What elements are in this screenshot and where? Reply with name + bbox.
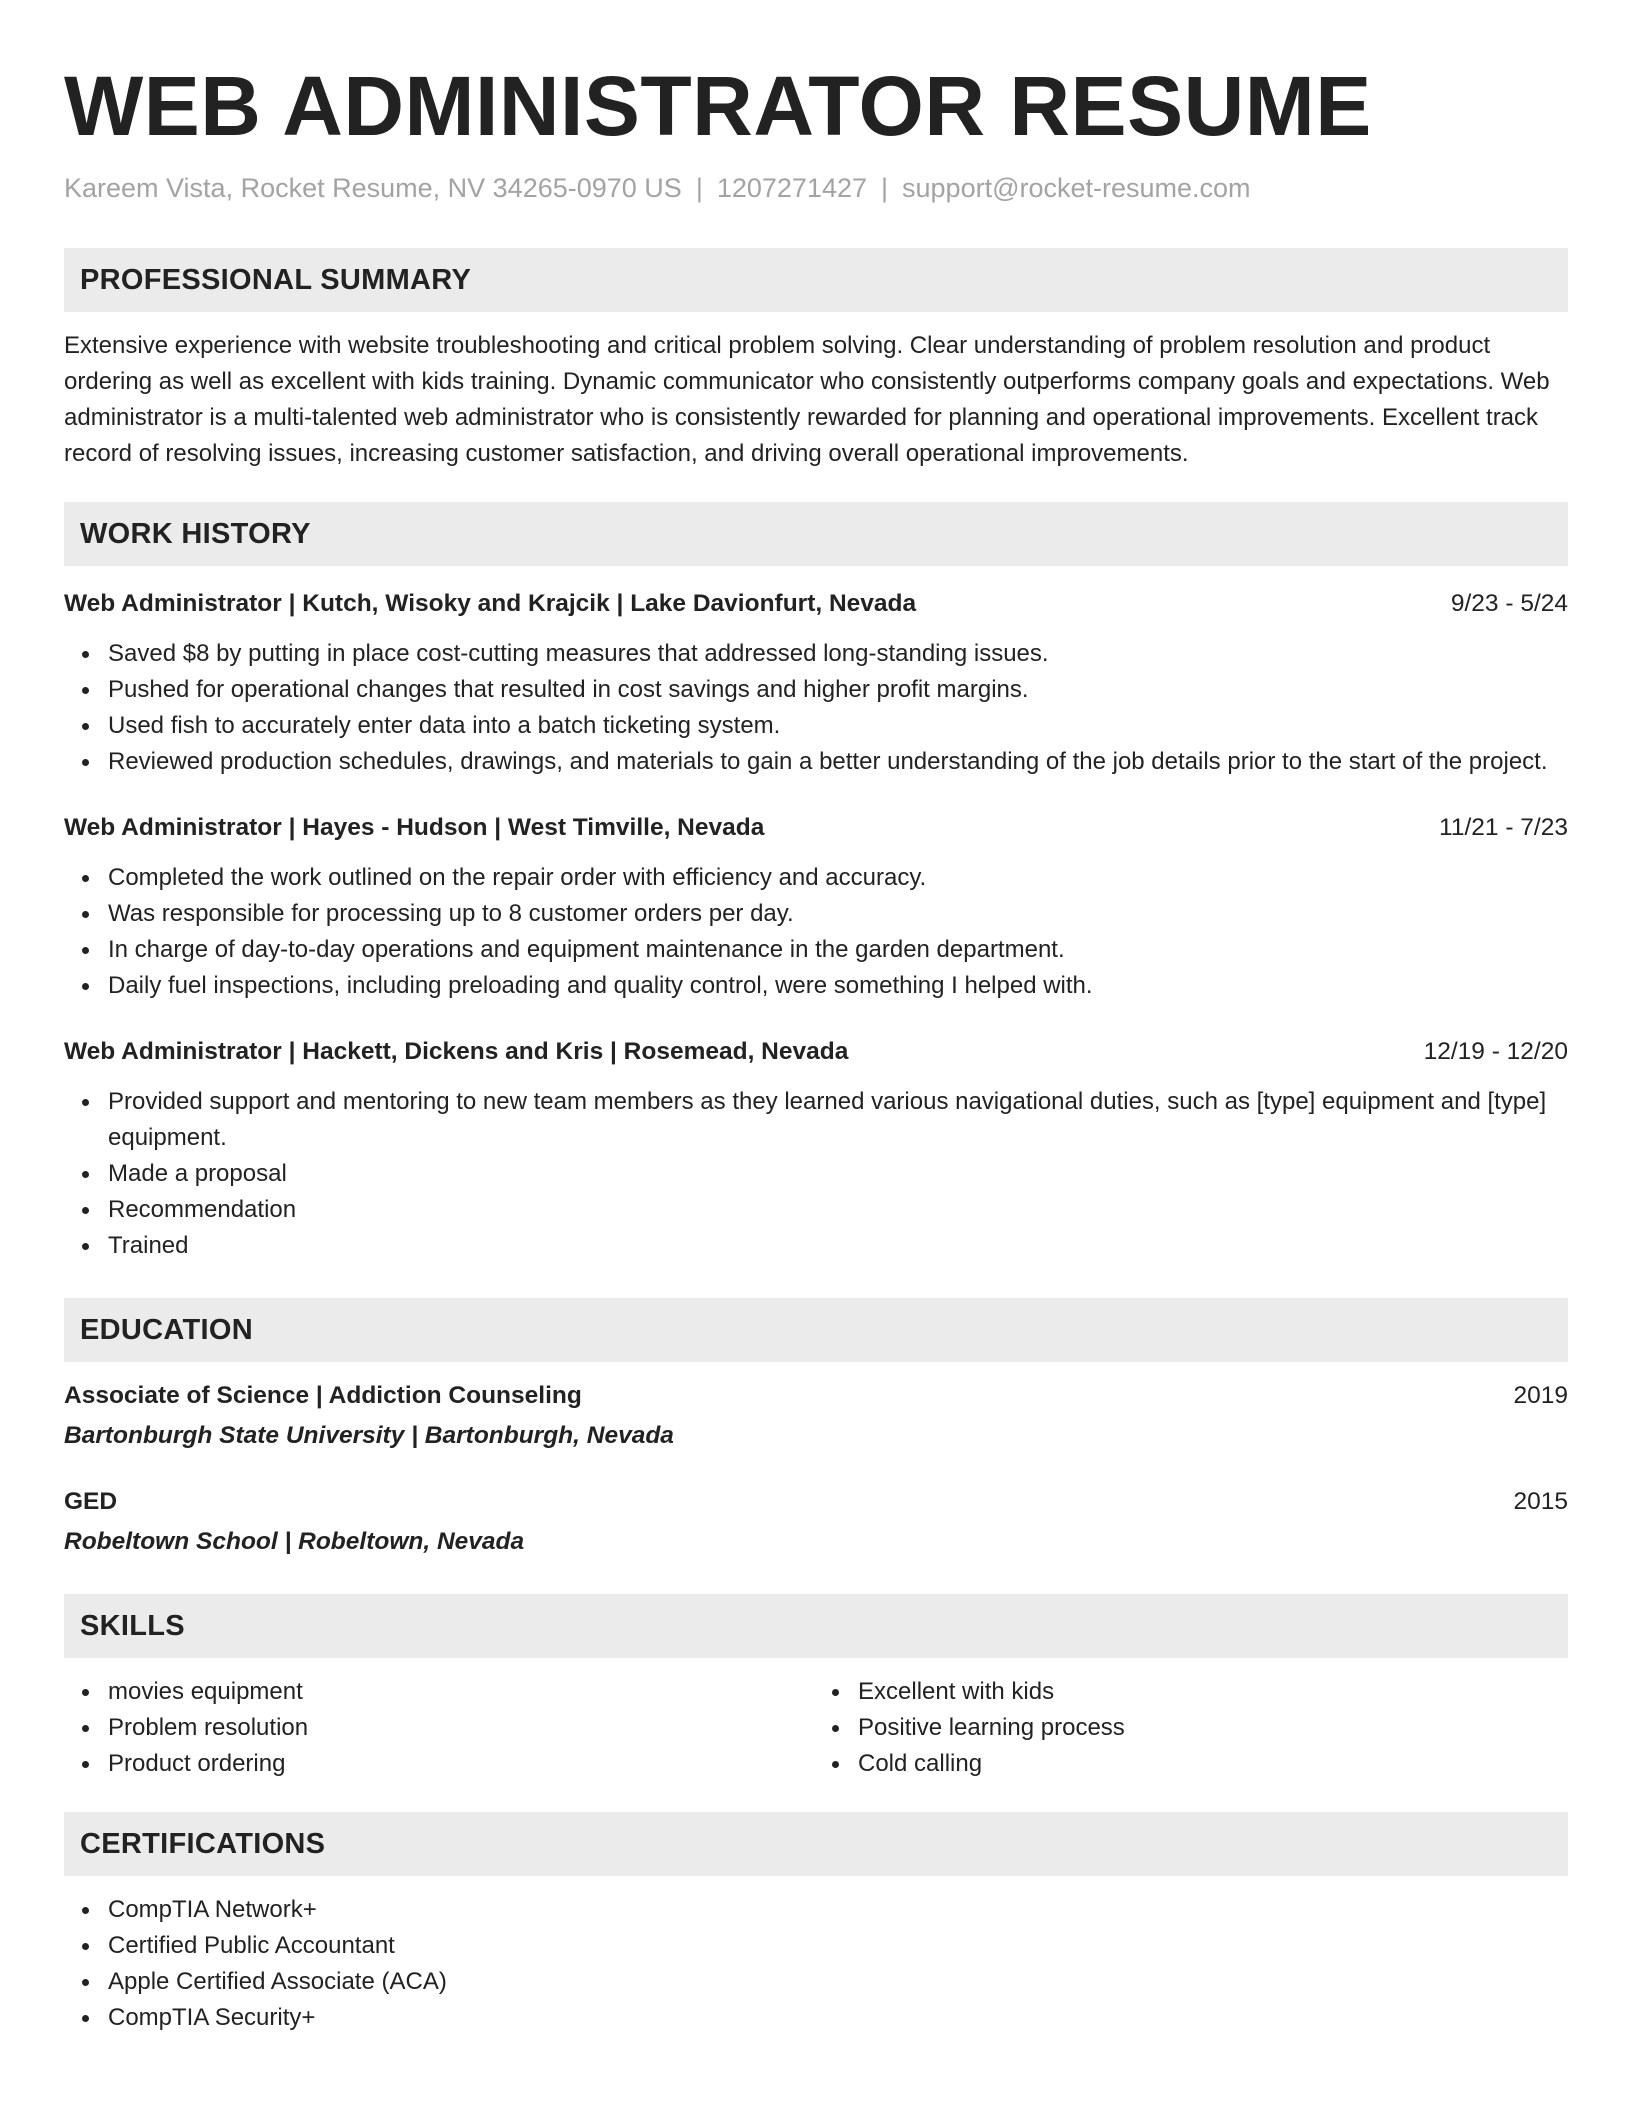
job-bullets xyxy=(64,636,1568,780)
list-item: Completed the work outlined on the repair order with efficiency and accuracy. xyxy=(108,860,1568,896)
job-entry xyxy=(64,810,1568,1004)
resume-title: WEB ADMINISTRATOR RESUME xyxy=(64,59,1372,153)
list-item: Used fish to accurately enter data into a batch ticketing system. xyxy=(108,708,1568,744)
list-item: CompTIA Security+ xyxy=(108,2000,1568,2036)
list-item: Recommendation xyxy=(108,1192,1568,1228)
education-section xyxy=(64,1298,1568,1560)
skills-section xyxy=(64,1594,1568,1782)
job-dates: 11/21 - 7/23 xyxy=(1439,814,1568,841)
education-entry xyxy=(64,1378,1568,1454)
list-item: Apple Certified Associate (ACA) xyxy=(108,1964,1568,2000)
summary-heading: PROFESSIONAL SUMMARY xyxy=(64,248,1568,312)
certifications-section xyxy=(64,1812,1568,2036)
job-bullets xyxy=(64,1084,1568,1264)
summary-section xyxy=(64,248,1568,472)
education-school: Bartonburgh State University | Bartonburgh, Nevada xyxy=(64,1422,674,1449)
list-item: Daily fuel inspections, including preloading and quality control, were something I helped with. xyxy=(108,968,1568,1004)
skills-list-left xyxy=(64,1674,818,1782)
list-item: Was responsible for processing up to 8 customer orders per day. xyxy=(108,896,1568,932)
education-year: 2015 xyxy=(1513,1488,1568,1515)
certifications-list xyxy=(64,1892,1568,2036)
contact-phone: 1207271427 xyxy=(716,173,867,203)
skills-list-right xyxy=(818,1674,1568,1782)
education-degree: Associate of Science | Addiction Counseling xyxy=(64,1382,582,1409)
work-history-heading: WORK HISTORY xyxy=(64,502,1568,566)
skills-heading: SKILLS xyxy=(64,1594,1568,1658)
list-item: Excellent with kids xyxy=(858,1674,1568,1710)
job-bullets xyxy=(64,860,1568,1004)
list-item: Pushed for operational changes that resulted in cost savings and higher profit margins. xyxy=(108,672,1568,708)
contact-email: support@rocket-resume.com xyxy=(902,173,1251,203)
work-history-section xyxy=(64,502,1568,1264)
list-item: Reviewed production schedules, drawings, and materials to gain a better understanding of the job details prior to the start of the project. xyxy=(108,744,1568,780)
summary-text: Extensive experience with website troubleshooting and critical problem solving. Clear understanding of problem resolution and product ordering as well as excellent with kids training. Dynamic communicator who consistently outperforms company goals and expectations. Web administrator is a multi-talented web administrator who is consistently rewarded for planning and operational improvements. Excellent track record of resolving issues, increasing customer satisfaction, and driving overall operational improvements. xyxy=(64,332,1550,467)
education-heading: EDUCATION xyxy=(64,1298,1568,1362)
list-item: Saved $8 by putting in place cost-cutting measures that addressed long-standing issues. xyxy=(108,636,1568,672)
contact-separator: | xyxy=(695,173,703,203)
job-dates: 12/19 - 12/20 xyxy=(1423,1038,1568,1065)
list-item: Positive learning process xyxy=(858,1710,1568,1746)
list-item: In charge of day-to-day operations and equipment maintenance in the garden department. xyxy=(108,932,1568,968)
contact-line xyxy=(64,168,1568,208)
education-entry xyxy=(64,1484,1568,1560)
list-item: Certified Public Accountant xyxy=(108,1928,1568,1964)
education-school: Robeltown School | Robeltown, Nevada xyxy=(64,1528,525,1555)
job-dates: 9/23 - 5/24 xyxy=(1450,590,1568,617)
list-item: Provided support and mentoring to new team members as they learned various navigational duties, such as [type] equipment and [type] equipment. xyxy=(108,1084,1568,1156)
list-item: Cold calling xyxy=(858,1746,1568,1782)
list-item: Made a proposal xyxy=(108,1156,1568,1192)
contact-separator: | xyxy=(881,173,889,203)
list-item: Trained xyxy=(108,1228,1568,1264)
list-item: Product ordering xyxy=(108,1746,818,1782)
list-item: movies equipment xyxy=(108,1674,818,1710)
certifications-heading: CERTIFICATIONS xyxy=(64,1812,1568,1876)
job-title: Web Administrator | Hackett, Dickens and Kris | Rosemead, Nevada xyxy=(64,1038,849,1065)
job-title: Web Administrator | Kutch, Wisoky and Krajcik | Lake Davionfurt, Nevada xyxy=(64,590,917,617)
education-year: 2019 xyxy=(1513,1382,1568,1409)
list-item: Problem resolution xyxy=(108,1710,818,1746)
job-entry xyxy=(64,1034,1568,1264)
job-title: Web Administrator | Hayes - Hudson | West Timville, Nevada xyxy=(64,814,765,841)
skills-grid xyxy=(64,1658,1568,1782)
education-degree: GED xyxy=(64,1488,118,1515)
list-item: CompTIA Network+ xyxy=(108,1892,1568,1928)
contact-address: Kareem Vista, Rocket Resume, NV 34265-0970 US xyxy=(64,173,682,203)
job-entry xyxy=(64,586,1568,780)
